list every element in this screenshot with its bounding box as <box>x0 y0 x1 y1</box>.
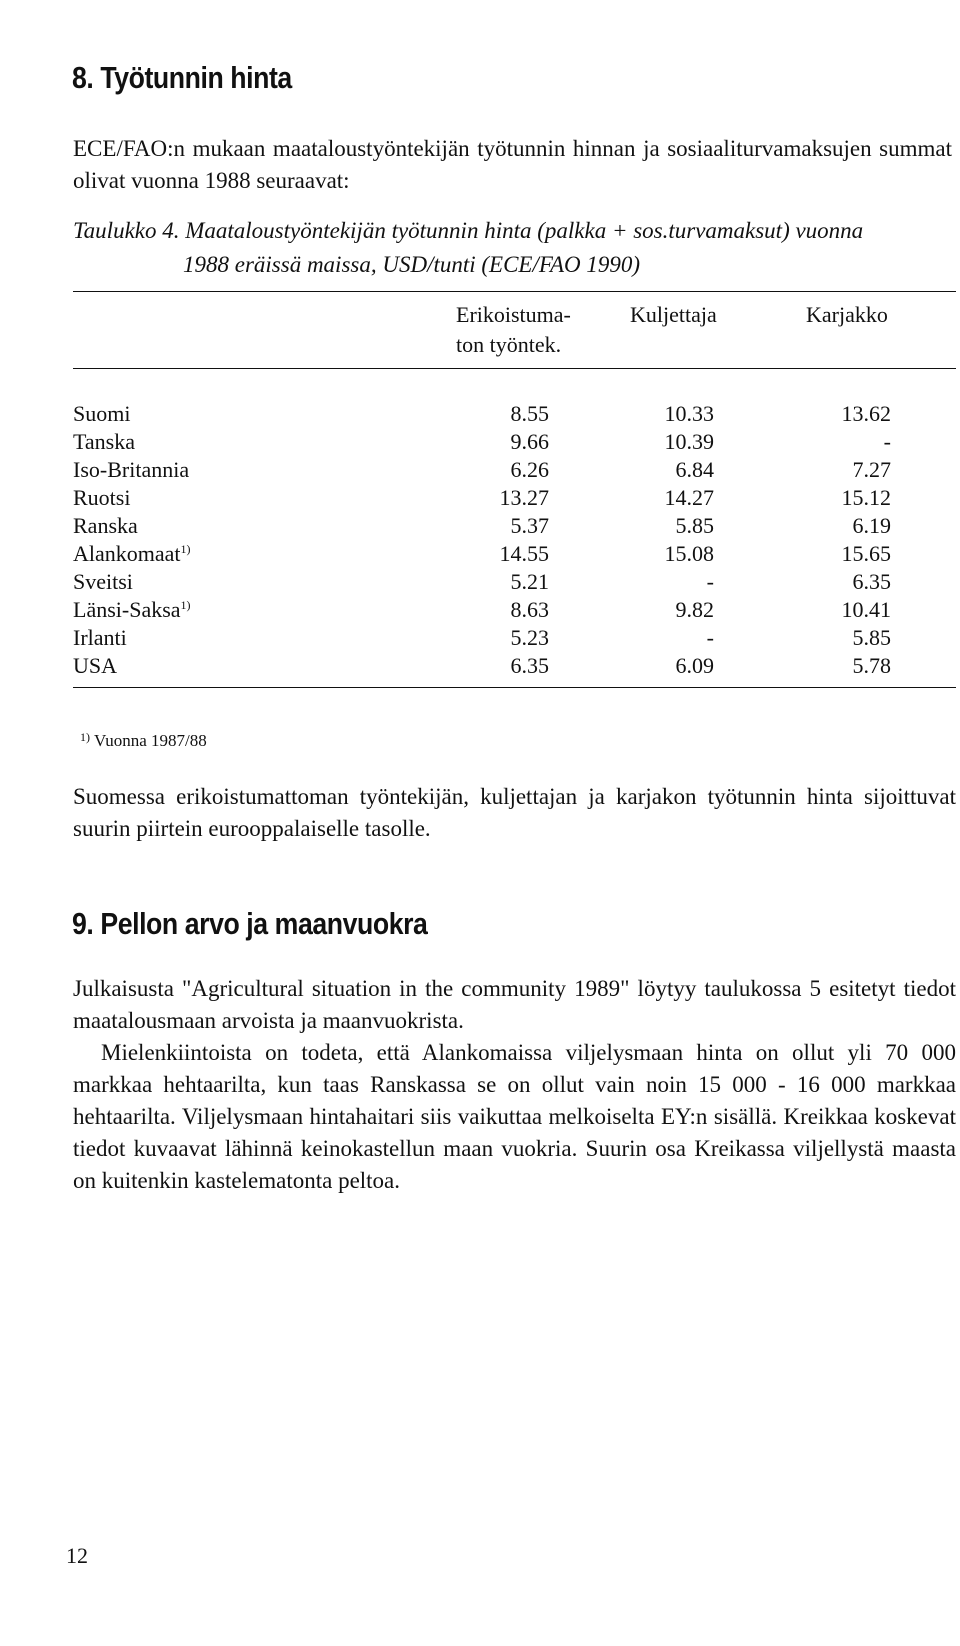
karjakko-cell: 13.62 <box>841 401 891 426</box>
erikoistumaton-cell: 8.55 <box>510 401 549 426</box>
table-bottom-rule <box>73 687 956 688</box>
erikoistumaton-cell: 6.26 <box>510 457 549 482</box>
country-cell: Suomi <box>73 401 131 426</box>
kuljettaja-cell: - <box>706 569 714 594</box>
karjakko-cell: 5.85 <box>852 625 891 650</box>
karjakko-cell: - <box>883 429 891 454</box>
table-top-rule <box>73 291 956 292</box>
kuljettaja-cell: 15.08 <box>664 541 714 566</box>
erikoistumaton-cell: 8.63 <box>510 597 549 622</box>
country-name: Alankomaat <box>73 541 181 566</box>
erikoistumaton-cell: 5.21 <box>510 569 549 594</box>
column-header-erikoistumaton-line-2: ton työntek. <box>456 332 562 357</box>
country-cell: Ruotsi <box>73 485 131 510</box>
karjakko-cell: 6.19 <box>852 513 891 538</box>
column-header-kuljettaja: Kuljettaja <box>630 302 717 327</box>
karjakko-cell: 5.78 <box>852 653 891 678</box>
kuljettaja-cell: 10.33 <box>664 401 714 426</box>
table-footnote <box>80 731 207 751</box>
country-cell: Tanska <box>73 429 135 454</box>
footnote-marker: 1) <box>180 598 191 612</box>
kuljettaja-cell: - <box>706 625 714 650</box>
country-cell: Ranska <box>73 513 138 538</box>
kuljettaja-cell: 6.09 <box>675 653 714 678</box>
country-cell: Irlanti <box>73 625 127 650</box>
section-8-heading: 8. Työtunnin hinta <box>72 60 292 95</box>
table-caption-line-1: Taulukko 4. Maataloustyöntekijän työtunnin hinta (palkka + sos.turvamaksut) vuonna <box>73 218 864 243</box>
footnote-mark: 1) <box>80 730 90 744</box>
section-8-conclusion: Suomessa erikoistumattoman työntekijän, kuljettajan ja karjakon työtunnin hinta sijoittuvat suurin piirtein eurooppalaiselle tasolle. <box>73 784 956 841</box>
footnote-text: Vuonna 1987/88 <box>94 731 207 750</box>
section-9-paragraph-2: Mielenkiintoista on todeta, että Alankomaissa viljelysmaan hinta on ollut yli 70 000 markkaa hehtaarilta, kun taas Ranskassa se on ollut vain noin 15 000 - 16 000 markkaa hehtaarilta. Viljelysmaan hintahaitari siis vaikuttaa melkoiselta EY:n sisällä. Kreikkaa koskevat tiedot kuvaavat lähinnä keinokastellun maan vuokria. Suurin osa Kreikassa viljellystä maasta on kuitenkin kastelematonta peltoa. <box>73 1040 956 1193</box>
kuljettaja-cell: 14.27 <box>664 485 714 510</box>
erikoistumaton-cell: 6.35 <box>510 653 549 678</box>
karjakko-cell: 7.27 <box>852 457 891 482</box>
karjakko-cell: 6.35 <box>852 569 891 594</box>
erikoistumaton-cell: 13.27 <box>499 485 549 510</box>
karjakko-cell: 15.65 <box>841 541 891 566</box>
karjakko-cell: 15.12 <box>841 485 891 510</box>
table-header-rule <box>73 368 956 369</box>
erikoistumaton-cell: 9.66 <box>510 429 549 454</box>
section-9-paragraph-1: Julkaisusta "Agricultural situation in the community 1989" löytyy taulukossa 5 esitetyt tiedot maatalousmaan arvoista ja maanvuokrista. <box>73 976 956 1033</box>
section-9-heading: 9. Pellon arvo ja maanvuokra <box>72 906 428 941</box>
kuljettaja-cell: 6.84 <box>675 457 714 482</box>
country-name: Länsi-Saksa <box>73 597 181 622</box>
column-header-erikoistumaton-line-1: Erikoistuma- <box>456 302 571 327</box>
kuljettaja-cell: 10.39 <box>664 429 714 454</box>
country-cell: USA <box>73 653 118 678</box>
country-cell <box>73 540 191 571</box>
column-header-karjakko: Karjakko <box>806 302 888 327</box>
country-cell: Iso-Britannia <box>73 457 190 482</box>
erikoistumaton-cell: 14.55 <box>499 541 549 566</box>
section-8-intro: ECE/FAO:n mukaan maataloustyöntekijän työtunnin hinnan ja sosiaaliturvamaksujen summat olivat vuonna 1988 seuraavat: <box>73 136 952 193</box>
erikoistumaton-cell: 5.37 <box>510 513 549 538</box>
karjakko-cell: 10.41 <box>841 597 891 622</box>
page-number: 12 <box>66 1543 88 1568</box>
country-cell: Sveitsi <box>73 569 133 594</box>
footnote-marker: 1) <box>180 542 191 556</box>
kuljettaja-cell: 5.85 <box>675 513 714 538</box>
erikoistumaton-cell: 5.23 <box>510 625 549 650</box>
country-cell <box>73 596 191 627</box>
table-caption-line-2: 1988 eräissä maissa, USD/tunti (ECE/FAO 1990) <box>183 252 641 277</box>
kuljettaja-cell: 9.82 <box>675 597 714 622</box>
